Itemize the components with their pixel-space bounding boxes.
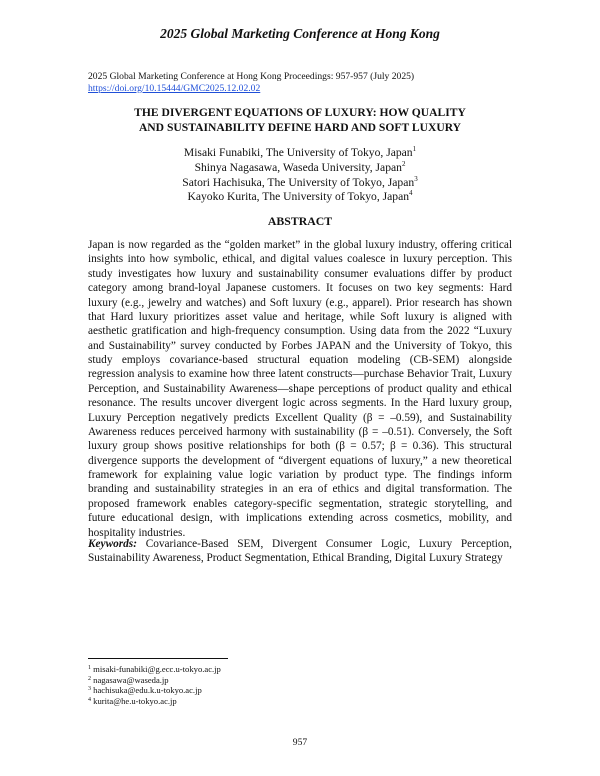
footnote-mark: 3 — [414, 174, 418, 183]
paper-title-line: THE DIVERGENT EQUATIONS OF LUXURY: HOW QUALITY — [134, 106, 466, 119]
abstract-heading: ABSTRACT — [267, 214, 333, 228]
footnote-email: misaki-funabiki@g.ecc.u-tokyo.ac.jp — [91, 664, 221, 674]
conference-header: 2025 Global Marketing Conference at Hong Kong — [160, 26, 440, 41]
keywords-label: Keywords: — [88, 538, 137, 550]
author-entry — [88, 176, 512, 191]
footnote-divider — [88, 658, 228, 659]
author-entry — [88, 190, 512, 205]
footnote-mark: 1 — [412, 145, 417, 153]
footnote — [88, 664, 512, 675]
author-name-affiliation: Kayoko Kurita, The University of Tokyo, Japan — [187, 190, 410, 204]
footnote-email: nagasawa@waseda.jp — [91, 674, 169, 685]
author-list — [88, 146, 512, 205]
keywords-text: Covariance-Based SEM, Divergent Consumer Logic, Luxury Perception, Sustainability Awareness, Product Segmentation, Ethical Branding, Digital Luxury Strategy — [88, 538, 512, 565]
author-name-affiliation: Satori Hachisuka, The University of Tokyo, Japan — [182, 175, 415, 189]
paper-title-line: AND SUSTAINABILITY DEFINE HARD AND SOFT LUXURY — [138, 120, 462, 134]
footnote-number: 4 — [88, 697, 91, 704]
footnote — [88, 696, 512, 707]
footnote-email: kurita@he.u-tokyo.ac.jp — [91, 696, 177, 707]
page-number: 957 — [292, 737, 308, 748]
author-name-affiliation: Misaki Funabiki, The University of Tokyo, Japan — [183, 146, 413, 159]
footnote-mark: 4 — [409, 189, 413, 198]
proceedings-citation: 2025 Global Marketing Conference at Hong Kong Proceedings: 957-957 (July 2025) — [88, 71, 415, 82]
footnote — [88, 675, 512, 686]
footnote-mark: 2 — [401, 159, 406, 168]
author-name-affiliation: Shinya Nagasawa, Waseda University, Japan — [194, 160, 402, 174]
author-entry — [88, 146, 512, 161]
doi-link[interactable]: https://doi.org/10.15444/GMC2025.12.02.02 — [88, 83, 261, 94]
abstract-body: Japan is now regarded as the “golden market” in the global luxury industry, offering critical insights into how symbolic, ethical, and digital values coalesce in luxury perception. This study investigates how luxury and sustainability consumer evaluations differ by product category among brand-loyal Japanese customers. It focuses on two key segments: Hard luxury (e.g., jewelry and watches) and Soft luxury (e.g., apparel). Prior research has shown that Hard luxury prioritizes asset value and heritage, while Soft luxury is aligned with aesthetic gratification and high-frequency consumption. Using data from the 2022 “Luxury and Sustainability” survey conducted by Forbes JAPAN and the University of Tokyo, this study employs covariance-based structural equation modeling (CB-SEM) alongside regression analysis to examine how three latent constructs—purchase Behavior Trait, Luxury Perception, and Sustainability Awareness—shape perceptions of product quality and ethical resonance. The results uncover divergent logic across segments. In the Hard luxury group, Luxury Perception negatively predicts Excellent Quality (β = –0.59), and Sustainability Awareness reduces perceived harmony with sustainability (β = –0.51). Conversely, the Soft luxury group shows positive relationships for both (β = 0.57; β = 0.36). This structural divergence supports the development of “divergent equations of luxury,” a new theoretical framework for explaining value logic variation by product type. The findings inform branding and sustainability strategies in an era of ethics and digital transformation. The proposed framework enables category-specific segmentation, strategic storytelling, and future educational design, with implications extending across cosmetics, mobility, and hospitality industries. — [88, 239, 512, 539]
footnote-number: 1 — [88, 665, 91, 671]
footnote-email: hachisuka@edu.k.u-tokyo.ac.jp — [91, 685, 202, 696]
paper-title — [88, 106, 512, 135]
author-entry — [88, 161, 512, 176]
keywords-paragraph — [88, 537, 512, 566]
footnote — [88, 685, 512, 696]
footnote-number: 2 — [88, 675, 91, 682]
footnote-list — [88, 664, 512, 707]
footnote-number: 3 — [88, 686, 91, 693]
